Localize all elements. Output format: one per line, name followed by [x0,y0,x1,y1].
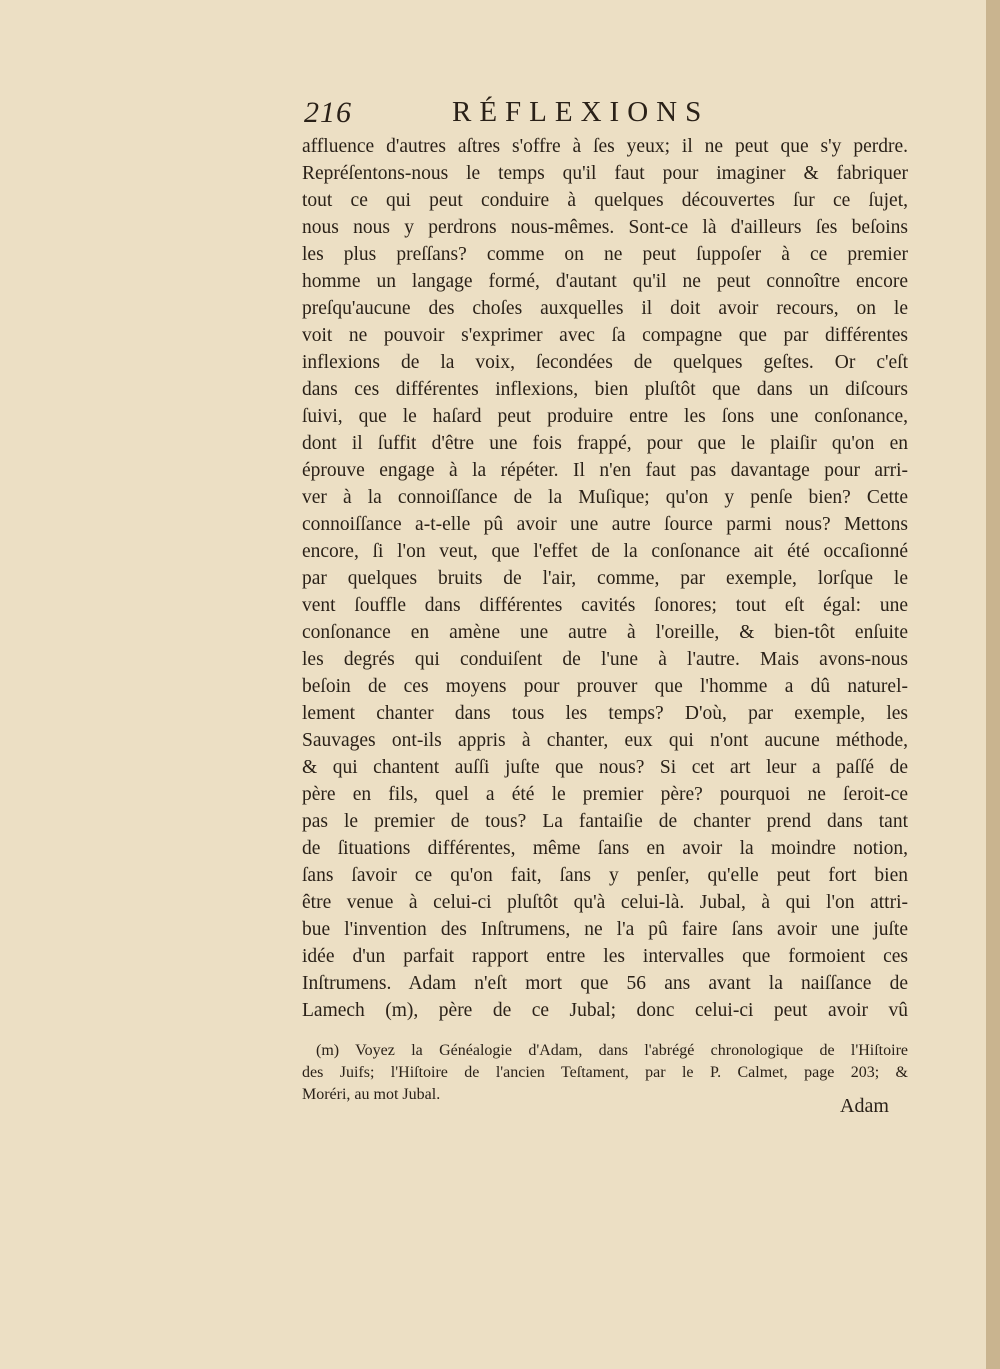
footnote-line: des Juifs; l'Hiſtoire de l'ancien Teſtament, par le P. Calmet, page 203; & [302,1064,908,1081]
footnote-line: Moréri, au mot Jubal. [302,1086,441,1103]
text-line: Inſtrumens. Adam n'eſt mort que 56 ans avant la naiſſance de [302,973,908,994]
text-line: être venue à celui-ci pluſtôt qu'à celui-là. Jubal, à qui l'on attri- [302,892,908,913]
text-line: Sauvages ont-ils appris à chanter, eux qui n'ont aucune méthode, [302,730,908,751]
text-line: encore, ſi l'on veut, que l'effet de la conſonance ait été occaſionné [302,541,908,562]
text-line: dans ces différentes inflexions, bien pluſtôt que dans un diſcours [302,379,908,400]
text-line: père en fils, quel a été le premier père? pourquoi ne ſeroit-ce [302,784,908,805]
text-line: dont il ſuffit d'être une fois frappé, pour que le plaiſir qu'on en [302,433,908,454]
page-number: 216 [304,96,352,129]
footnote [302,1040,908,1106]
text-line: les plus preſſans? comme on ne peut ſuppoſer à ce premier [302,244,908,265]
text-line: éprouve engage à la répéter. Il n'en faut pas davantage pour arri- [302,460,908,481]
text-line: affluence d'autres aſtres s'offre à ſes yeux; il ne peut que s'y perdre. [302,136,908,157]
text-line: par quelques bruits de l'air, comme, par exemple, lorſque le [302,568,908,589]
text-line: ſans ſavoir ce qu'on fait, ſans y penſer, qu'elle peut fort bien [302,865,908,886]
text-line: lement chanter dans tous les temps? D'où, par exemple, les [302,703,908,724]
footnote-line: (m) Voyez la Généalogie d'Adam, dans l'abrégé chronologique de l'Hiſtoire [316,1042,908,1059]
text-line: homme un langage formé, d'autant qu'il ne peut connoître encore [302,271,908,292]
text-line: de ſituations différentes, même ſans en avoir la moindre notion, [302,838,908,859]
text-line: bue l'invention des Inſtrumens, ne l'a pû faire ſans avoir une juſte [302,919,908,940]
text-line: inflexions de la voix, ſecondées de quelques geſtes. Or c'eſt [302,352,908,373]
text-line: connoiſſance a-t-elle pû avoir une autre ſource parmi nous? Mettons [302,514,908,535]
text-line: voit ne pouvoir s'exprimer avec ſa compagne que par différentes [302,325,908,346]
page-edge [986,0,1000,1369]
text-line: les degrés qui conduiſent de l'une à l'autre. Mais avons-nous [302,649,908,670]
text-line: & qui chantent auſſi juſte que nous? Si cet art leur a paſſé de [302,757,908,778]
text-line: nous nous y perdrons nous-mêmes. Sont-ce là d'ailleurs ſes beſoins [302,217,908,238]
text-line: Repréſentons-nous le temps qu'il faut pour imaginer & fabriquer [302,163,908,184]
text-line: beſoin de ces moyens pour prouver que l'homme a dû naturel- [302,676,908,697]
text-line: conſonance en amène une autre à l'oreille, & bien-tôt enſuite [302,622,908,643]
text-line: pas le premier de tous? La fantaiſie de chanter prend dans tant [302,811,908,832]
catchword: Adam [840,1095,889,1117]
text-line: ſuivi, que le haſard peut produire entre les ſons une conſonance, [302,406,908,427]
body-text [302,133,908,1024]
text-line: preſqu'aucune des choſes auxquelles il doit avoir recours, on le [302,298,908,319]
running-title: RÉFLEXIONS [452,96,710,128]
text-line: tout ce qui peut conduire à quelques découvertes ſur ce ſujet, [302,190,908,211]
text-line: ver à la connoiſſance de la Muſique; qu'on y penſe bien? Cette [302,487,908,508]
text-line: idée d'un parfait rapport entre les intervalles que formoient ces [302,946,908,967]
text-line: vent ſouffle dans différentes cavités ſonores; tout eſt égal: une [302,595,908,616]
text-line: Lamech (m), père de ce Jubal; donc celui-ci peut avoir vû [302,1000,908,1021]
